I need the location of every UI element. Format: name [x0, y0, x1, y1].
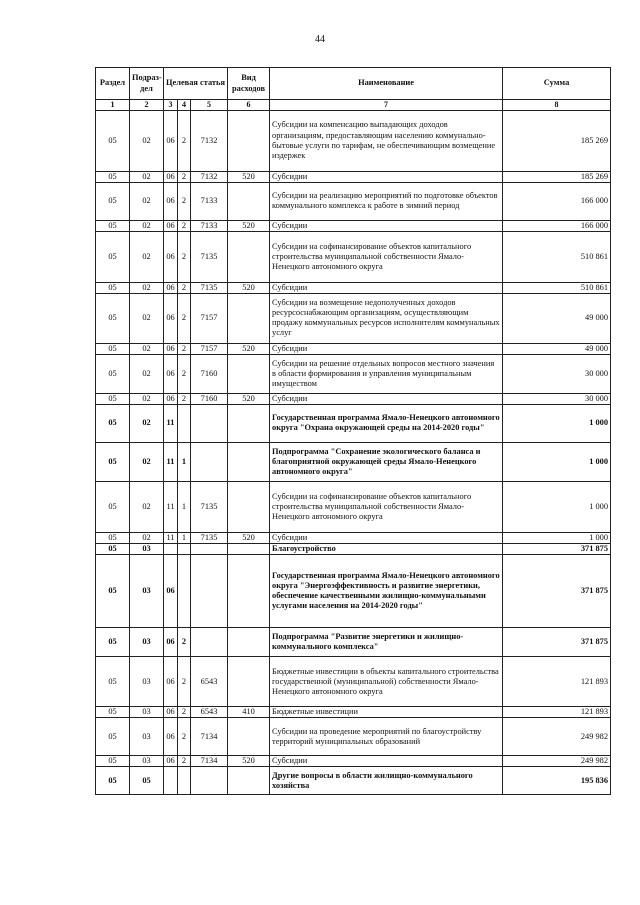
cell-podrazdel: 03 — [130, 718, 164, 756]
cell-sum: 121 893 — [503, 657, 611, 707]
cell-target-article-1: 11 — [164, 481, 178, 532]
table-row — [96, 404, 611, 442]
cell-name: Государственная программа Ямало-Ненецкого автономного округа "Охрана окружающей среды на 2014-2020 годы" — [270, 404, 503, 442]
cell-razdel: 05 — [96, 182, 130, 220]
col-number: 5 — [191, 100, 228, 111]
cell-target-article-2: 2 — [178, 293, 191, 343]
cell-target-article-3: 7135 — [191, 282, 228, 293]
cell-target-article-1 — [164, 544, 178, 555]
cell-target-article-1: 06 — [164, 628, 178, 657]
cell-target-article-3: 7133 — [191, 182, 228, 220]
cell-expense-type: 410 — [228, 707, 270, 718]
header-razdel: Раздел — [96, 68, 130, 100]
cell-name: Бюджетные инвестиции — [270, 707, 503, 718]
cell-razdel: 05 — [96, 756, 130, 767]
cell-podrazdel: 02 — [130, 393, 164, 404]
cell-name: Субсидии — [270, 220, 503, 231]
cell-target-article-1: 06 — [164, 707, 178, 718]
cell-sum: 510 861 — [503, 282, 611, 293]
cell-sum: 185 269 — [503, 110, 611, 171]
cell-name: Другие вопросы в области жилищно-коммунального хозяйства — [270, 767, 503, 795]
cell-razdel: 05 — [96, 393, 130, 404]
cell-podrazdel: 02 — [130, 231, 164, 282]
cell-target-article-1: 06 — [164, 293, 178, 343]
cell-target-article-3: 7133 — [191, 220, 228, 231]
cell-target-article-3 — [191, 767, 228, 795]
cell-expense-type: 520 — [228, 220, 270, 231]
cell-podrazdel: 02 — [130, 293, 164, 343]
cell-name: Субсидии на софинансирование объектов капитального строительства муниципальной собственности Ямало-Ненецкого автономного округа — [270, 231, 503, 282]
cell-target-article-3 — [191, 555, 228, 628]
cell-podrazdel: 02 — [130, 171, 164, 182]
cell-razdel: 05 — [96, 707, 130, 718]
cell-podrazdel: 02 — [130, 404, 164, 442]
cell-name: Бюджетные инвестиции в объекты капитального строительства государственной (муниципальной) собственности Ямало-Ненецкого автономного округа — [270, 657, 503, 707]
cell-sum: 371 875 — [503, 555, 611, 628]
cell-target-article-3: 7135 — [191, 481, 228, 532]
cell-sum: 1 000 — [503, 404, 611, 442]
table-row — [96, 354, 611, 393]
cell-target-article-2 — [178, 555, 191, 628]
cell-name: Субсидии — [270, 532, 503, 543]
cell-name: Благоустройство — [270, 544, 503, 555]
cell-sum: 49 000 — [503, 293, 611, 343]
cell-target-article-3: 7157 — [191, 343, 228, 354]
cell-target-article-3 — [191, 628, 228, 657]
col-number: 4 — [178, 100, 191, 111]
cell-expense-type — [228, 767, 270, 795]
cell-name: Субсидии — [270, 282, 503, 293]
cell-razdel: 05 — [96, 555, 130, 628]
cell-sum: 1 000 — [503, 532, 611, 543]
table-row — [96, 756, 611, 767]
cell-expense-type — [228, 110, 270, 171]
cell-razdel: 05 — [96, 171, 130, 182]
cell-target-article-2: 1 — [178, 532, 191, 543]
cell-expense-type: 520 — [228, 756, 270, 767]
cell-sum: 185 269 — [503, 171, 611, 182]
cell-target-article-1: 06 — [164, 220, 178, 231]
cell-sum: 49 000 — [503, 343, 611, 354]
table-row — [96, 707, 611, 718]
cell-podrazdel: 03 — [130, 544, 164, 555]
cell-name: Субсидии на реализацию мероприятий по подготовке объектов коммунального комплекса к работе в зимний период — [270, 182, 503, 220]
cell-razdel: 05 — [96, 293, 130, 343]
cell-target-article-2: 2 — [178, 171, 191, 182]
cell-target-article-1: 06 — [164, 657, 178, 707]
cell-target-article-1: 06 — [164, 182, 178, 220]
cell-target-article-3: 7135 — [191, 231, 228, 282]
table-row — [96, 393, 611, 404]
cell-target-article-3 — [191, 544, 228, 555]
cell-sum: 166 000 — [503, 182, 611, 220]
table-row — [96, 231, 611, 282]
cell-expense-type — [228, 657, 270, 707]
cell-target-article-1: 06 — [164, 343, 178, 354]
cell-target-article-2: 2 — [178, 182, 191, 220]
cell-expense-type — [228, 442, 270, 481]
cell-razdel: 05 — [96, 231, 130, 282]
table-row — [96, 718, 611, 756]
cell-target-article-2: 2 — [178, 707, 191, 718]
cell-podrazdel: 02 — [130, 343, 164, 354]
col-number: 3 — [164, 100, 178, 111]
cell-sum: 249 982 — [503, 718, 611, 756]
table-row — [96, 657, 611, 707]
header-name: Наименование — [270, 68, 503, 100]
table-row — [96, 182, 611, 220]
cell-podrazdel: 03 — [130, 657, 164, 707]
cell-target-article-2: 2 — [178, 220, 191, 231]
cell-expense-type — [228, 628, 270, 657]
cell-expense-type: 520 — [228, 532, 270, 543]
cell-target-article-2: 2 — [178, 110, 191, 171]
cell-target-article-1: 06 — [164, 393, 178, 404]
cell-target-article-3: 7135 — [191, 532, 228, 543]
table-row — [96, 282, 611, 293]
cell-sum: 371 875 — [503, 544, 611, 555]
table-row — [96, 767, 611, 795]
table-row — [96, 628, 611, 657]
cell-expense-type — [228, 404, 270, 442]
cell-target-article-2 — [178, 544, 191, 555]
cell-podrazdel: 05 — [130, 767, 164, 795]
cell-podrazdel: 02 — [130, 282, 164, 293]
cell-name: Подпрограмма "Сохранение экологического баланса и благоприятной окружающей среды Ямало-Ненецкого автономного округа" — [270, 442, 503, 481]
cell-name: Субсидии на возмещение недополученных доходов ресурсоснабжающим организациям, осуществляющим продажу коммунальных ресурсов исполнителям коммунальных услуг — [270, 293, 503, 343]
cell-podrazdel: 02 — [130, 182, 164, 220]
cell-podrazdel: 03 — [130, 555, 164, 628]
cell-target-article-1: 11 — [164, 532, 178, 543]
table-row — [96, 293, 611, 343]
cell-razdel: 05 — [96, 404, 130, 442]
header-row — [96, 68, 611, 100]
budget-table — [95, 67, 611, 795]
cell-sum: 30 000 — [503, 393, 611, 404]
cell-target-article-3: 6543 — [191, 707, 228, 718]
cell-razdel: 05 — [96, 282, 130, 293]
cell-target-article-2: 2 — [178, 343, 191, 354]
table-body — [96, 110, 611, 795]
cell-razdel: 05 — [96, 354, 130, 393]
table-row — [96, 220, 611, 231]
cell-target-article-2: 2 — [178, 393, 191, 404]
cell-razdel: 05 — [96, 718, 130, 756]
cell-target-article-3 — [191, 404, 228, 442]
column-number-row — [96, 100, 611, 111]
cell-name: Подпрограмма "Развитие энергетики и жилищно-коммунального комплекса" — [270, 628, 503, 657]
cell-podrazdel: 02 — [130, 220, 164, 231]
cell-podrazdel: 02 — [130, 481, 164, 532]
cell-podrazdel: 03 — [130, 707, 164, 718]
col-number: 6 — [228, 100, 270, 111]
cell-razdel: 05 — [96, 628, 130, 657]
cell-target-article-3: 7132 — [191, 171, 228, 182]
col-number: 7 — [270, 100, 503, 111]
cell-target-article-1: 06 — [164, 231, 178, 282]
header-sum: Сумма — [503, 68, 611, 100]
cell-target-article-3: 7160 — [191, 354, 228, 393]
cell-name: Субсидии — [270, 756, 503, 767]
table-row — [96, 343, 611, 354]
cell-target-article-3: 7160 — [191, 393, 228, 404]
cell-target-article-3 — [191, 442, 228, 481]
cell-podrazdel: 02 — [130, 442, 164, 481]
cell-expense-type — [228, 481, 270, 532]
cell-target-article-3: 7134 — [191, 756, 228, 767]
cell-sum: 121 893 — [503, 707, 611, 718]
cell-expense-type: 520 — [228, 343, 270, 354]
cell-podrazdel: 03 — [130, 756, 164, 767]
cell-expense-type: 520 — [228, 393, 270, 404]
table-row — [96, 481, 611, 532]
cell-razdel: 05 — [96, 657, 130, 707]
cell-name: Субсидии на проведение мероприятий по благоустройству территорий муниципальных образований — [270, 718, 503, 756]
cell-razdel: 05 — [96, 220, 130, 231]
cell-target-article-3: 7132 — [191, 110, 228, 171]
table-row — [96, 442, 611, 481]
header-expense-type: Вид расходов — [228, 68, 270, 100]
cell-target-article-1 — [164, 767, 178, 795]
table-row — [96, 171, 611, 182]
cell-podrazdel: 02 — [130, 110, 164, 171]
table-row — [96, 544, 611, 555]
cell-target-article-2: 1 — [178, 442, 191, 481]
cell-expense-type — [228, 231, 270, 282]
cell-razdel: 05 — [96, 343, 130, 354]
cell-target-article-2 — [178, 767, 191, 795]
cell-expense-type — [228, 182, 270, 220]
cell-razdel: 05 — [96, 442, 130, 481]
header-target-article: Целевая статья — [164, 68, 228, 100]
cell-name: Субсидии на решение отдельных вопросов местного значения в области формирования и управления муниципальным имуществом — [270, 354, 503, 393]
cell-podrazdel: 02 — [130, 532, 164, 543]
col-number: 2 — [130, 100, 164, 111]
cell-name: Субсидии — [270, 393, 503, 404]
cell-target-article-1: 06 — [164, 354, 178, 393]
cell-name: Субсидии — [270, 171, 503, 182]
page-number: 44 — [315, 34, 325, 45]
cell-expense-type — [228, 555, 270, 628]
cell-sum: 195 836 — [503, 767, 611, 795]
cell-target-article-2: 2 — [178, 718, 191, 756]
cell-target-article-1: 06 — [164, 282, 178, 293]
cell-razdel: 05 — [96, 481, 130, 532]
cell-target-article-1: 06 — [164, 718, 178, 756]
cell-razdel: 05 — [96, 544, 130, 555]
cell-target-article-2: 2 — [178, 628, 191, 657]
cell-name: Государственная программа Ямало-Ненецкого автономного округа "Энергоэффективность и развитие энергетики, обеспечение качественными жилищно-коммунальными услугами населения на 2014-2020 годы" — [270, 555, 503, 628]
cell-target-article-2 — [178, 404, 191, 442]
cell-razdel: 05 — [96, 110, 130, 171]
table-row — [96, 555, 611, 628]
cell-sum: 1 000 — [503, 442, 611, 481]
cell-sum: 510 861 — [503, 231, 611, 282]
cell-target-article-1: 06 — [164, 171, 178, 182]
cell-target-article-2: 2 — [178, 657, 191, 707]
col-number: 8 — [503, 100, 611, 111]
cell-target-article-1: 11 — [164, 442, 178, 481]
cell-target-article-1: 06 — [164, 110, 178, 171]
header-podrazdel: Подраз-дел — [130, 68, 164, 100]
cell-target-article-2: 2 — [178, 756, 191, 767]
cell-target-article-3: 7134 — [191, 718, 228, 756]
cell-name: Субсидии на компенсацию выпадающих доходов организациям, предоставляющим населению коммунально-бытовые услуги по тарифам, не обеспечивающим возмещение издержек — [270, 110, 503, 171]
col-number: 1 — [96, 100, 130, 111]
cell-target-article-1: 06 — [164, 555, 178, 628]
cell-target-article-2: 2 — [178, 354, 191, 393]
cell-sum: 371 875 — [503, 628, 611, 657]
cell-expense-type: 520 — [228, 282, 270, 293]
table-row — [96, 110, 611, 171]
cell-expense-type — [228, 718, 270, 756]
cell-podrazdel: 02 — [130, 354, 164, 393]
cell-expense-type — [228, 293, 270, 343]
cell-razdel: 05 — [96, 532, 130, 543]
cell-target-article-2: 1 — [178, 481, 191, 532]
cell-target-article-3: 6543 — [191, 657, 228, 707]
table-row — [96, 532, 611, 543]
cell-name: Субсидии на софинансирование объектов капитального строительства муниципальной собственности Ямало-Ненецкого автономного округа — [270, 481, 503, 532]
cell-target-article-1: 11 — [164, 404, 178, 442]
cell-target-article-3: 7157 — [191, 293, 228, 343]
cell-sum: 166 000 — [503, 220, 611, 231]
cell-expense-type: 520 — [228, 171, 270, 182]
cell-target-article-2: 2 — [178, 231, 191, 282]
cell-expense-type — [228, 354, 270, 393]
cell-sum: 249 982 — [503, 756, 611, 767]
cell-razdel: 05 — [96, 767, 130, 795]
cell-target-article-1: 06 — [164, 756, 178, 767]
cell-name: Субсидии — [270, 343, 503, 354]
cell-sum: 30 000 — [503, 354, 611, 393]
cell-expense-type — [228, 544, 270, 555]
cell-sum: 1 000 — [503, 481, 611, 532]
cell-podrazdel: 03 — [130, 628, 164, 657]
cell-target-article-2: 2 — [178, 282, 191, 293]
